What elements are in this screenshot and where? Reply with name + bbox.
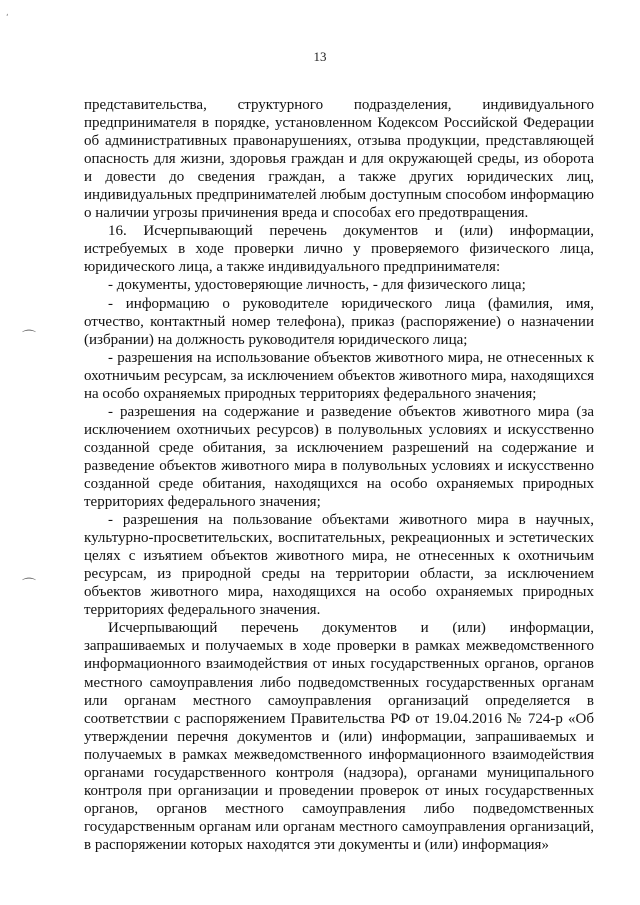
scan-margin-mark: ⌒ [22,578,36,594]
list-item: - документы, удостоверяющие личность, - для физического лица; [108,277,526,294]
page-number: 13 [313,49,327,64]
paragraph: Исчерпывающий перечень документов и (или) информации, запрашиваемых и получаемых в ходе проверки в рамках межведомственного информационного взаимодействия от иных государственных органов, органов местного самоуправления либо подведомственных государственных органам или органам местного самоуправления организаций определяется в соответствии с распоряжением Правительства РФ от 19.04.2016 № 724-р «Об утверждении перечня документов и (или) информации, запрашиваемых и получаемых в рамках межведомственного информационного взаимодействия органами государственного контроля (надзора), органами муниципального контроля при организации и проведении проверок от иных государственных органов, органов местного самоуправления либо подведомственных государственным органам или органам местного самоуправления организаций, в распоряжении которых находятся эти документы и (или) информация» [84,620,594,853]
list-item: - разрешения на использование объектов животного мира, не отнесенных к охотничьим ресурсам, за исключением объектов животного мира, находящихся на особо охраняемых природных территориях федерального значения; [84,349,594,402]
list-item: - информацию о руководителе юридического лица (фамилия, имя, отчество, контактный номер телефона), приказ (распоряжение) о назначении (избрании) на должность руководителя юридического лица; [84,295,594,348]
paragraph: 16. Исчерпывающий перечень документов и (или) информации, истребуемых в ходе проверки лично у проверяемого физического лица, юридического лица, а также индивидуального предпринимателя: [84,223,594,276]
document-body [84,96,594,854]
scan-margin-mark: ⌒ [22,330,36,346]
list-item: - разрешения на пользование объектами животного мира в научных, культурно-просветительских, воспитательных, рекреационных и эстетических целях с изъятием объектов животного мира, не отнесенных к охотничьим ресурсам, из природной среды на территории области, за исключением объектов животного мира, находящихся на особо охраняемых природных территориях федерального значения. [84,512,594,619]
scan-tick-mark: ʹ [6,14,9,24]
paragraph: представительства, структурного подразделения, индивидуального предпринимателя в порядке, установленном Кодексом Российской Федерации об административных правонарушениях, отзыва продукции, представляющей опасность для жизни, здоровья граждан и для окружающей среды, из оборота и довести до сведения граждан, а также других юридических лиц, индивидуальных предпринимателей любым доступным способом информацию о наличии угрозы причинения вреда и способах его предотвращения. [84,97,594,222]
list-item: - разрешения на содержание и разведение объектов животного мира (за исключением охотничьих ресурсов) в полувольных условиях и искусственно созданной среде обитания, за исключением разрешений на содержание и разведение объектов животного мира в полувольных условиях и искусственно созданной среде обитания, находящихся на особо охраняемых природных территориях федерального значения; [84,403,594,511]
